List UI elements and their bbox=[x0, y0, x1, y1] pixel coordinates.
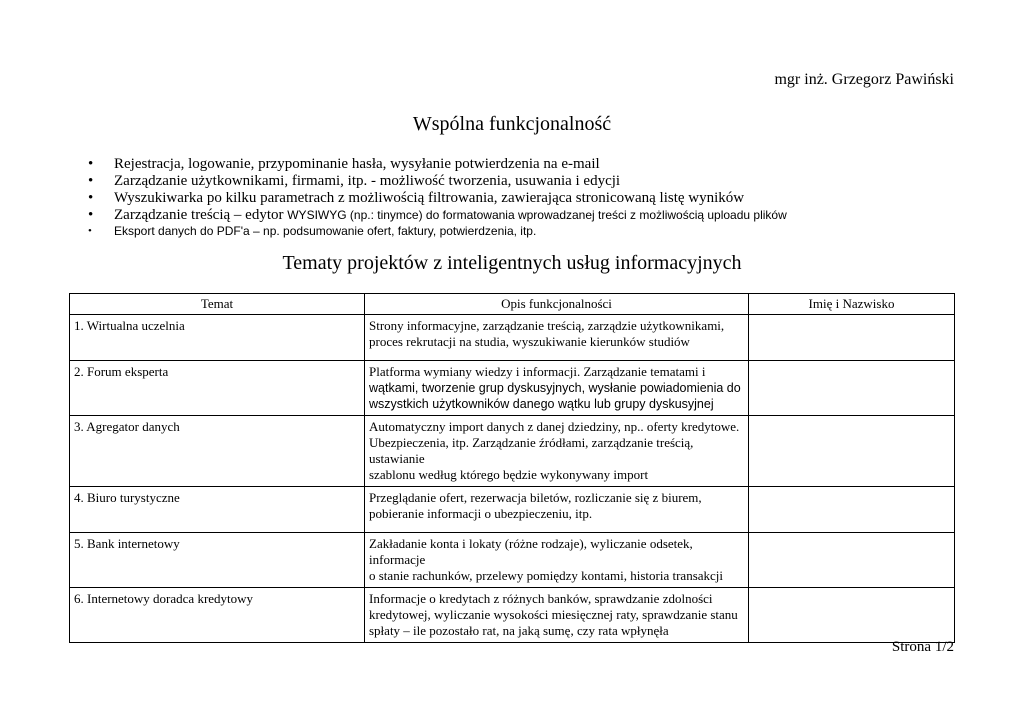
heading-project-topics: Tematy projektów z inteligentnych usług informacyjnych bbox=[282, 252, 742, 274]
description-line: wątkami, tworzenie grup dyskusyjnych, wysłanie powiadomienia do bbox=[369, 381, 741, 395]
feature-item-rest: WYSIWYG (np.: tinymce) do formatowania wprowadzanej treści z możliwością uploadu plików bbox=[287, 208, 787, 222]
heading-common-functionality: Wspólna funkcjonalność bbox=[412, 113, 612, 135]
feature-item-prefix: Zarządzanie treścią – edytor bbox=[114, 207, 288, 223]
table-row bbox=[70, 487, 955, 533]
student-name-cell[interactable] bbox=[749, 315, 955, 361]
description-line: Informacje o kredytach z różnych banków, sprawdzanie zdolności bbox=[369, 591, 713, 606]
table-row bbox=[70, 361, 955, 416]
topic-cell: 5. Bank internetowy bbox=[70, 533, 365, 588]
feature-item: • Rejestracja, logowanie, przypominanie hasła, wysyłanie potwierdzenia na e-mail bbox=[88, 156, 787, 173]
topic-cell: 4. Biuro turystyczne bbox=[70, 487, 365, 533]
description-line: spłaty – ile pozostało rat, na jaką sumę, czy rata wpłynęła bbox=[369, 623, 669, 638]
student-name-cell[interactable] bbox=[749, 588, 955, 643]
student-name-cell[interactable] bbox=[749, 361, 955, 416]
table-header-row bbox=[70, 294, 955, 315]
topic-cell: 6. Internetowy doradca kredytowy bbox=[70, 588, 365, 643]
table-row bbox=[70, 588, 955, 643]
feature-item: • Zarządzanie użytkownikami, firmami, itp. - możliwość tworzenia, usuwania i edycji bbox=[88, 173, 787, 190]
description-cell bbox=[365, 588, 749, 643]
feature-item: • Wyszukiwarka po kilku parametrach z możliwością filtrowania, zawierająca stronicowaną listę wyników bbox=[88, 190, 787, 207]
topic-cell: 2. Forum eksperta bbox=[70, 361, 365, 416]
column-header-topic: Temat bbox=[70, 294, 365, 315]
feature-item: • Eksport danych do PDF'a – np. podsumowanie ofert, faktury, potwierdzenia, itp. bbox=[88, 224, 787, 239]
description-line: o stanie rachunków, przelewy pomiędzy kontami, historia transakcji bbox=[369, 568, 724, 583]
column-header-description: Opis funkcjonalności bbox=[365, 294, 749, 315]
description-line: szablonu według którego będzie wykonywany import bbox=[369, 467, 649, 482]
page-number: Strona 1/2 bbox=[891, 639, 954, 655]
table-row bbox=[70, 315, 955, 361]
features-list bbox=[88, 156, 787, 239]
student-name-cell[interactable] bbox=[749, 416, 955, 487]
description-cell bbox=[365, 533, 749, 588]
feature-item bbox=[88, 207, 787, 224]
description-line: Zakładanie konta i lokaty (różne rodzaje), wyliczanie odsetek, informacje bbox=[369, 536, 693, 567]
description-cell bbox=[365, 315, 749, 361]
topics-table bbox=[69, 293, 955, 643]
description-line: Platforma wymiany wiedzy i informacji. Zarządzanie tematami i bbox=[369, 364, 706, 379]
author-name: mgr inż. Grzegorz Pawiński bbox=[774, 71, 954, 88]
description-line: Automatyczny import danych z danej dziedziny, np.. oferty kredytowe. bbox=[369, 419, 740, 434]
description-cell bbox=[365, 416, 749, 487]
description-line: Ubezpieczenia, itp. Zarządzanie źródłami, zarządzanie treścią, ustawianie bbox=[369, 435, 694, 466]
description-cell bbox=[365, 487, 749, 533]
student-name-cell[interactable] bbox=[749, 533, 955, 588]
topic-cell: 3. Agregator danych bbox=[70, 416, 365, 487]
description-line: kredytowej, wyliczanie wysokości miesięcznej raty, sprawdzanie stanu bbox=[369, 607, 738, 622]
student-name-cell[interactable] bbox=[749, 487, 955, 533]
table-row bbox=[70, 416, 955, 487]
table-row bbox=[70, 533, 955, 588]
description-line: proces rekrutacji na studia, wyszukiwanie kierunków studiów bbox=[369, 334, 690, 349]
description-cell bbox=[365, 361, 749, 416]
topic-cell: 1. Wirtualna uczelnia bbox=[70, 315, 365, 361]
description-line: Przeglądanie ofert, rezerwacja biletów, rozliczanie się z biurem, bbox=[369, 490, 702, 505]
description-line: wszystkich użytkowników danego wątku lub grupy dyskusyjnej bbox=[369, 397, 714, 411]
column-header-name: Imię i Nazwisko bbox=[749, 294, 955, 315]
description-line: Strony informacyjne, zarządzanie treścią, zarządzie użytkownikami, bbox=[369, 318, 725, 333]
description-line: pobieranie informacji o ubezpieczeniu, itp. bbox=[369, 506, 593, 521]
